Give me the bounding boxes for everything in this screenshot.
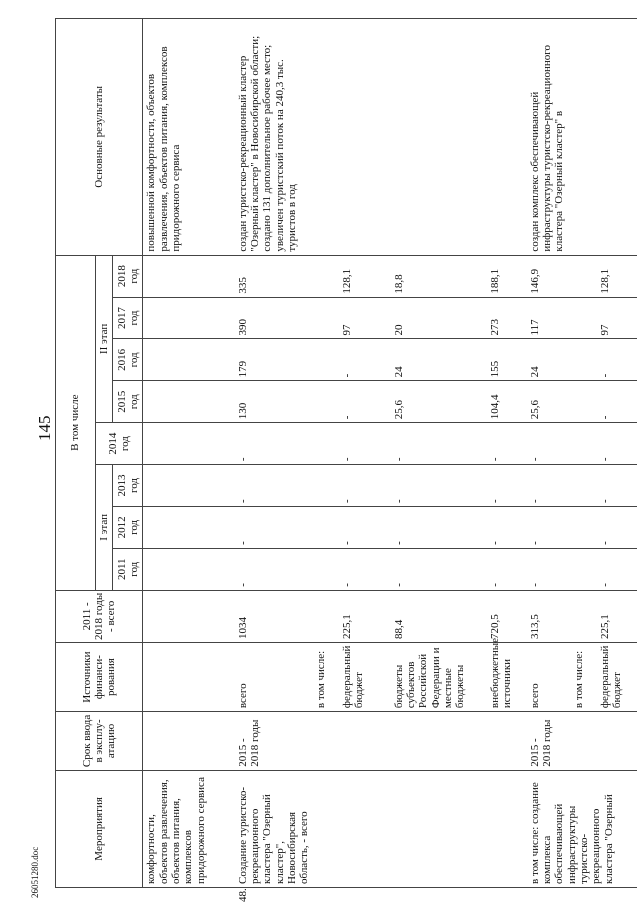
program-activities-table — [55, 18, 637, 902]
activity-cell — [313, 770, 339, 887]
period-cell — [487, 712, 527, 771]
total-cell: 225,1 — [597, 590, 637, 642]
year-2018-cell — [313, 255, 339, 297]
source-cell: в том числе: — [313, 643, 339, 712]
total-cell: 1034 — [235, 590, 313, 642]
year-2014-cell: - — [597, 423, 637, 465]
year-2014-cell: - — [235, 423, 313, 465]
year-2011-cell: - — [391, 548, 487, 590]
row-number: 48. — [236, 888, 249, 902]
total-cell — [143, 590, 235, 642]
header-year-2016: 2016 год — [113, 339, 143, 381]
year-2012-cell: - — [391, 506, 487, 548]
year-2011-cell: - — [527, 548, 571, 590]
source-cell: внебюджетные источники — [487, 643, 527, 712]
year-2011-cell: - — [487, 548, 527, 590]
year-2017-cell — [143, 297, 235, 339]
header-stage-1: I этап — [96, 465, 113, 591]
year-2016-cell — [143, 339, 235, 381]
year-2013-cell — [313, 465, 339, 507]
header-commissioning-period: Срок ввода в эксплу-атацию — [56, 712, 143, 771]
year-2016-cell: 24 — [527, 339, 571, 381]
period-cell — [597, 712, 637, 771]
total-cell — [571, 590, 597, 642]
year-2016-cell — [313, 339, 339, 381]
activity-cell — [235, 770, 313, 902]
year-2012-cell: - — [527, 506, 571, 548]
period-cell — [339, 712, 391, 771]
year-2012-cell — [313, 506, 339, 548]
year-2018-cell: 128,1 — [339, 255, 391, 297]
year-2012-cell: - — [597, 506, 637, 548]
total-cell: 225,1 — [339, 590, 391, 642]
header-financing-sources: Источники финанси-рования — [56, 643, 143, 712]
source-cell: всего — [527, 643, 571, 712]
year-2012-cell: - — [339, 506, 391, 548]
source-cell: в том числе: — [571, 643, 597, 712]
year-2016-cell: 179 — [235, 339, 313, 381]
rotated-sheet — [55, 8, 623, 902]
year-2013-cell: - — [391, 465, 487, 507]
activity-cell: в том числе: создание комплекса обеспечивающей инфраструктуры туристско-рекреационного кластера "Озерный — [527, 770, 637, 887]
header-year-2015: 2015 год — [113, 381, 143, 423]
table-row — [527, 19, 571, 888]
year-2017-cell — [313, 297, 339, 339]
header-including: В том числе — [56, 255, 96, 590]
year-2012-cell: - — [235, 506, 313, 548]
year-2017-cell: 20 — [391, 297, 487, 339]
year-2015-cell: 130 — [235, 381, 313, 423]
year-2011-cell — [313, 548, 339, 590]
year-2018-cell: 18,8 — [391, 255, 487, 297]
year-2013-cell: - — [597, 465, 637, 507]
year-2013-cell: - — [339, 465, 391, 507]
year-2015-cell — [571, 381, 597, 423]
year-2011-cell: - — [235, 548, 313, 590]
year-2015-cell: - — [597, 381, 637, 423]
year-2018-cell: 335 — [235, 255, 313, 297]
total-cell — [313, 590, 339, 642]
header-total-2011-2018: 2011 - 2018 годы - всего — [56, 590, 143, 642]
header-results: Основные результаты — [56, 19, 143, 256]
year-2014-cell — [143, 423, 235, 465]
year-2012-cell: - — [487, 506, 527, 548]
year-2014-cell: - — [391, 423, 487, 465]
year-2014-cell: - — [339, 423, 391, 465]
year-2017-cell: 273 — [487, 297, 527, 339]
year-2016-cell: 24 — [391, 339, 487, 381]
header-activities: Мероприятия — [56, 770, 143, 887]
total-cell: 88,4 — [391, 590, 487, 642]
header-year-2011: 2011 год — [113, 548, 143, 590]
source-cell — [143, 643, 235, 712]
year-2012-cell — [571, 506, 597, 548]
activity-cell — [391, 770, 487, 887]
header-year-2012: 2012 год — [113, 506, 143, 548]
activity-cell — [487, 770, 527, 887]
year-2016-cell: 155 — [487, 339, 527, 381]
table-row — [235, 19, 313, 888]
result-cell: повышенной комфортности, объектов развлечения, объектов питания, комплексов придорожного сервиса — [143, 19, 235, 256]
year-2017-cell: 117 — [527, 297, 571, 339]
header-year-2018: 2018 год — [113, 255, 143, 297]
year-2013-cell — [143, 465, 235, 507]
year-2014-cell: - — [487, 423, 527, 465]
year-2014-cell: - — [527, 423, 571, 465]
table-row — [143, 19, 235, 888]
year-2015-cell: 104,4 — [487, 381, 527, 423]
year-2017-cell: 97 — [597, 297, 637, 339]
year-2014-cell — [313, 423, 339, 465]
result-cell: создан туристско-рекреационный кластер "Озерный кластер" в Новосибирской области; создано 131 дополнительное рабочее место; увеличен туристский поток на 240,3 тыс. туристов в год — [235, 19, 527, 256]
source-cell: федеральный бюджет — [597, 643, 637, 712]
year-2011-cell — [571, 548, 597, 590]
period-cell: 2015 - 2018 годы — [235, 712, 313, 771]
year-2017-cell: 390 — [235, 297, 313, 339]
year-2011-cell: - — [597, 548, 637, 590]
year-2017-cell — [571, 297, 597, 339]
period-cell — [391, 712, 487, 771]
year-2012-cell — [143, 506, 235, 548]
activity-cell: комфортности, объектов развлечения, объектов питания, комплексов придорожного сервиса — [143, 770, 235, 887]
activity-text: Создание туристско-рекреационного кластера "Озерный кластер", Новосибирская область, - всего — [236, 786, 311, 884]
year-2015-cell — [313, 381, 339, 423]
year-2016-cell — [571, 339, 597, 381]
year-2015-cell: 25,6 — [391, 381, 487, 423]
header-year-2014: 2014 год — [96, 423, 143, 465]
year-2013-cell: - — [487, 465, 527, 507]
period-cell — [571, 712, 597, 771]
year-2013-cell: - — [527, 465, 571, 507]
result-cell: создан комплекс обеспечивающей инфраструктуры туристско-рекреационного кластера "Озерный кластер" в — [527, 19, 637, 256]
year-2016-cell: - — [597, 339, 637, 381]
year-2018-cell: 146,9 — [527, 255, 571, 297]
year-2018-cell — [571, 255, 597, 297]
year-2013-cell — [571, 465, 597, 507]
year-2011-cell — [143, 548, 235, 590]
header-year-2013: 2013 год — [113, 465, 143, 507]
year-2015-cell: 25,6 — [527, 381, 571, 423]
year-2015-cell: - — [339, 381, 391, 423]
source-cell: бюджеты субъектов Российской Федерации и местные бюджеты — [391, 643, 487, 712]
year-2018-cell: 128,1 — [597, 255, 637, 297]
total-cell: 720,5 — [487, 590, 527, 642]
total-cell: 313,5 — [527, 590, 571, 642]
header-year-2017: 2017 год — [113, 297, 143, 339]
page-number: 145 — [35, 415, 54, 441]
period-cell — [313, 712, 339, 771]
period-cell — [143, 712, 235, 771]
year-2015-cell — [143, 381, 235, 423]
year-2017-cell: 97 — [339, 297, 391, 339]
year-2018-cell — [143, 255, 235, 297]
year-2014-cell — [571, 423, 597, 465]
footer-file-code: 26051280.doc — [30, 846, 40, 898]
year-2013-cell: - — [235, 465, 313, 507]
year-2018-cell: 188,1 — [487, 255, 527, 297]
source-cell: федеральный бюджет — [339, 643, 391, 712]
source-cell: всего — [235, 643, 313, 712]
header-stage-2: II этап — [96, 255, 113, 423]
activity-cell — [339, 770, 391, 887]
period-cell: 2015 - 2018 годы — [527, 712, 571, 771]
year-2011-cell: - — [339, 548, 391, 590]
year-2016-cell: - — [339, 339, 391, 381]
